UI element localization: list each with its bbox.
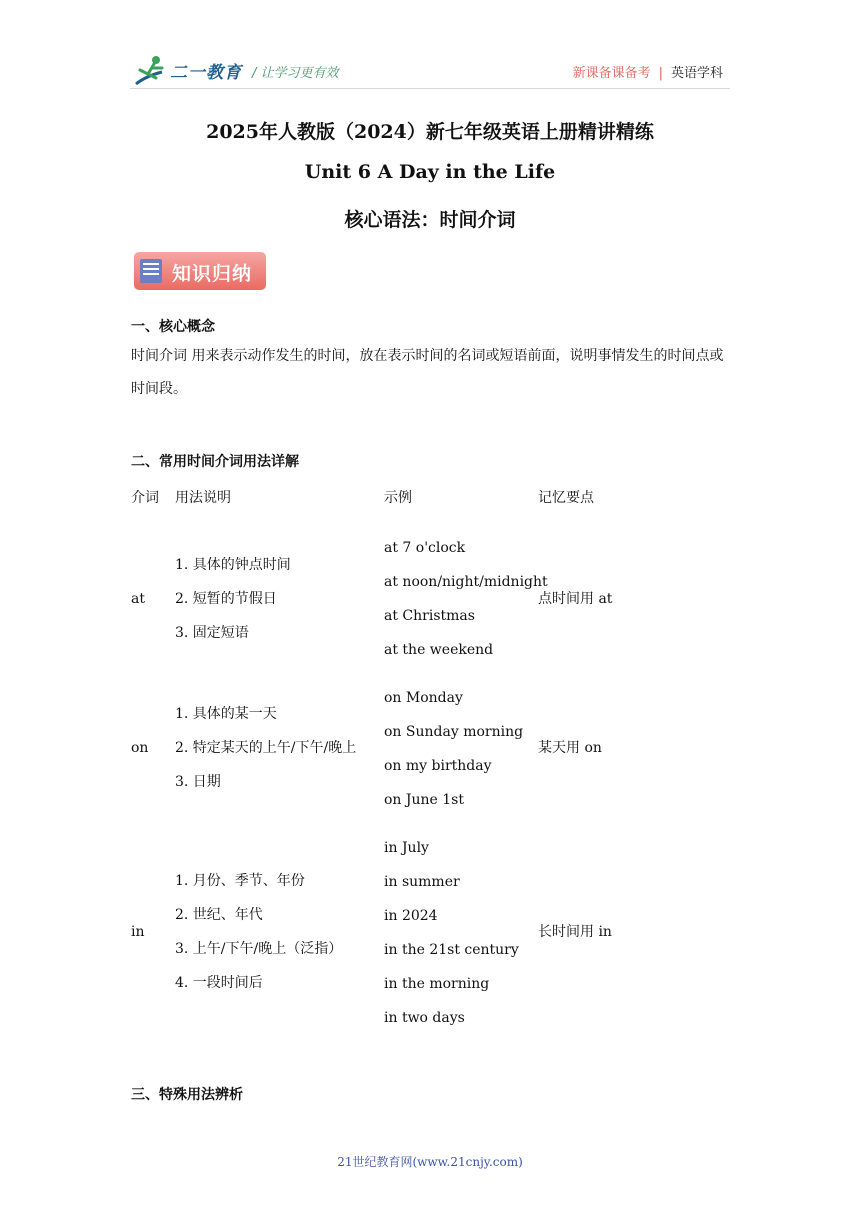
topic-title: 核心语法：时间介词 (344, 209, 516, 231)
page-header (0, 0, 860, 100)
badge-label: 知识归纳 (172, 263, 253, 285)
page-footer[interactable]: 21世纪教育网(www.21cnjy.com) (337, 1155, 523, 1169)
header-subject-label: 英语学科 (670, 66, 723, 81)
example-item: in two days (384, 1010, 465, 1026)
usage-item: 2. 世纪、年代 (175, 907, 263, 923)
usage-item: 1. 月份、季节、年份 (175, 873, 305, 889)
table-header-usage: 用法说明 (175, 490, 231, 506)
logo-text: 二一教育 (170, 63, 242, 83)
book-icon (140, 259, 162, 283)
header-separator: | (658, 66, 663, 81)
section1-heading: 一、核心概念 (131, 319, 215, 335)
example-item: in July (384, 840, 429, 856)
section2-heading: 二、常用时间介词用法详解 (131, 454, 299, 470)
usage-item: 2. 短暂的节假日 (175, 591, 277, 607)
usage-item: 3. 固定短语 (175, 625, 249, 641)
header-primary-label: 新课备课备考 (572, 66, 651, 81)
usage-item: 2. 特定某天的上午/下午/晚上 (175, 740, 357, 756)
doc-title: 2025年人教版（2024）新七年级英语上册精讲精练 (206, 121, 654, 143)
example-item: in the 21st century (384, 942, 519, 958)
example-item: in summer (384, 874, 460, 890)
table-row-on-prep: on (131, 740, 149, 756)
example-item: in 2024 (384, 908, 438, 924)
table-row-at-usage (175, 548, 291, 650)
table-row-in-prep: in (131, 924, 145, 940)
usage-item: 1. 具体的某一天 (175, 706, 277, 722)
example-item: on my birthday (384, 758, 492, 774)
slogan: / 让学习更有效 (252, 66, 339, 81)
usage-item: 3. 日期 (175, 774, 221, 790)
table-row-in-examples (384, 831, 519, 1035)
table-row-at-prep: at (131, 591, 145, 607)
section1-body: 时间介词 用来表示动作发生的时间，放在表示时间的名词或短语前面，说明事情发生的时间点或时间段。 (131, 348, 724, 397)
knowledge-summary-badge (134, 252, 266, 290)
header-divider (130, 88, 730, 89)
section3-heading: 三、特殊用法辨析 (131, 1087, 243, 1103)
logo (132, 54, 252, 90)
example-item: on Sunday morning (384, 724, 524, 740)
table-row-in-usage (175, 864, 342, 1000)
unit-title: Unit 6 A Day in the Life (304, 161, 556, 183)
example-item: at Christmas (384, 608, 475, 624)
example-item: on June 1st (384, 792, 464, 808)
table-header-prep: 介词 (131, 490, 159, 506)
example-item: at noon/night/midnight (384, 574, 548, 590)
table-row-on-examples (384, 681, 523, 817)
example-item: at 7 o'clock (384, 540, 466, 556)
table-header-examples: 示例 (384, 490, 412, 506)
usage-item: 4. 一段时间后 (175, 975, 263, 991)
usage-item: 3. 上午/下午/晚上（泛指） (175, 941, 343, 957)
usage-item: 1. 具体的钟点时间 (175, 557, 291, 573)
example-item: at the weekend (384, 642, 494, 658)
header-subject (573, 62, 723, 81)
table-row-at-examples (384, 531, 548, 667)
table-row-on-usage (175, 697, 356, 799)
table-row-at-tip: 点时间用 at (538, 591, 613, 607)
example-item: in the morning (384, 976, 490, 992)
table-header-tip: 记忆要点 (538, 490, 594, 506)
table-row-on-tip: 某天用 on (538, 740, 602, 756)
runner-logo-icon (132, 54, 172, 90)
table-row-in-tip: 长时间用 in (538, 924, 612, 940)
example-item: on Monday (384, 690, 463, 706)
